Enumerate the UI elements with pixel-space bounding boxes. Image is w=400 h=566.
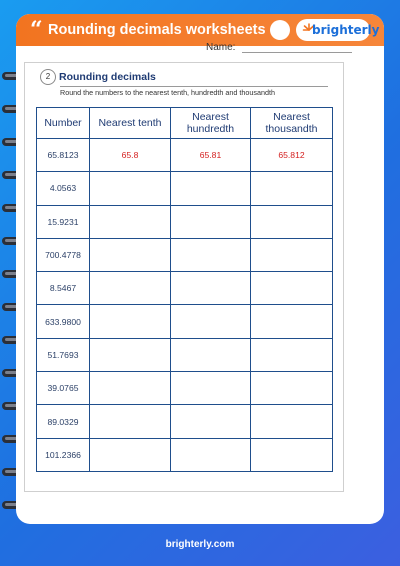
column-header-tenth: Nearest tenth <box>90 108 171 139</box>
thousandth-answer-cell[interactable] <box>251 305 333 338</box>
table-row <box>37 272 333 305</box>
table-row <box>37 139 333 172</box>
page-title: Rounding decimals worksheets <box>48 22 266 38</box>
tenth-answer-cell[interactable] <box>90 405 171 438</box>
number-cell: 8.5467 <box>37 272 90 305</box>
quote-icon: “ <box>30 17 43 43</box>
thousandth-answer-cell[interactable] <box>251 172 333 205</box>
thousandth-answer-cell[interactable]: 65.812 <box>251 139 333 172</box>
task-title: Rounding decimals <box>59 71 156 83</box>
logo-wordmark: brighterly <box>312 23 380 37</box>
table-row <box>37 305 333 338</box>
table-row <box>37 438 333 471</box>
hundredth-answer-cell[interactable] <box>171 205 251 238</box>
tenth-answer-cell[interactable] <box>90 272 171 305</box>
column-header-thousandth: Nearest thousandth <box>251 108 333 139</box>
name-line <box>242 52 352 53</box>
task-number-badge: 2 <box>40 69 56 85</box>
number-cell: 51.7693 <box>37 338 90 371</box>
thousandth-answer-cell[interactable] <box>251 438 333 471</box>
header-band <box>16 14 384 46</box>
tenth-answer-cell[interactable] <box>90 338 171 371</box>
table-row <box>37 405 333 438</box>
thousandth-answer-cell[interactable] <box>251 372 333 405</box>
number-cell: 633.9800 <box>37 305 90 338</box>
number-cell: 65.8123 <box>37 139 90 172</box>
number-cell: 700.4778 <box>37 238 90 271</box>
number-cell: 15.9231 <box>37 205 90 238</box>
hundredth-answer-cell[interactable] <box>171 238 251 271</box>
tenth-answer-cell[interactable] <box>90 238 171 271</box>
table-row <box>37 372 333 405</box>
table-row <box>37 172 333 205</box>
tenth-answer-cell[interactable] <box>90 305 171 338</box>
hundredth-answer-cell[interactable] <box>171 272 251 305</box>
hundredth-answer-cell[interactable] <box>171 438 251 471</box>
table-row <box>37 338 333 371</box>
tenth-answer-cell[interactable] <box>90 205 171 238</box>
tenth-answer-cell[interactable] <box>90 372 171 405</box>
circle-decoration-icon <box>270 20 290 40</box>
column-header-number: Number <box>37 108 90 139</box>
hundredth-answer-cell[interactable] <box>171 338 251 371</box>
hundredth-answer-cell[interactable] <box>171 405 251 438</box>
number-cell: 101.2366 <box>37 438 90 471</box>
hundredth-answer-cell[interactable] <box>171 372 251 405</box>
task-divider <box>60 86 328 87</box>
column-header-hundredth: Nearest hundredth <box>171 108 251 139</box>
number-cell: 39.0765 <box>37 372 90 405</box>
table-row <box>37 205 333 238</box>
number-cell: 89.0329 <box>37 405 90 438</box>
tenth-answer-cell[interactable] <box>90 438 171 471</box>
brighterly-logo <box>296 19 380 41</box>
thousandth-answer-cell[interactable] <box>251 338 333 371</box>
hundredth-answer-cell[interactable] <box>171 172 251 205</box>
tenth-answer-cell[interactable]: 65.8 <box>90 139 171 172</box>
tenth-answer-cell[interactable] <box>90 172 171 205</box>
thousandth-answer-cell[interactable] <box>251 205 333 238</box>
number-cell: 4.0563 <box>37 172 90 205</box>
footer-url: brighterly.com <box>165 539 235 550</box>
hundredth-answer-cell[interactable] <box>171 305 251 338</box>
table-row <box>37 238 333 271</box>
task-instruction: Round the numbers to the nearest tenth, hundredth and thousandth <box>60 88 275 97</box>
thousandth-answer-cell[interactable] <box>251 405 333 438</box>
table-header-row <box>37 108 333 139</box>
thousandth-answer-cell[interactable] <box>251 238 333 271</box>
name-label: Name: <box>206 42 236 53</box>
hundredth-answer-cell[interactable]: 65.81 <box>171 139 251 172</box>
thousandth-answer-cell[interactable] <box>251 272 333 305</box>
rounding-table <box>36 107 333 472</box>
